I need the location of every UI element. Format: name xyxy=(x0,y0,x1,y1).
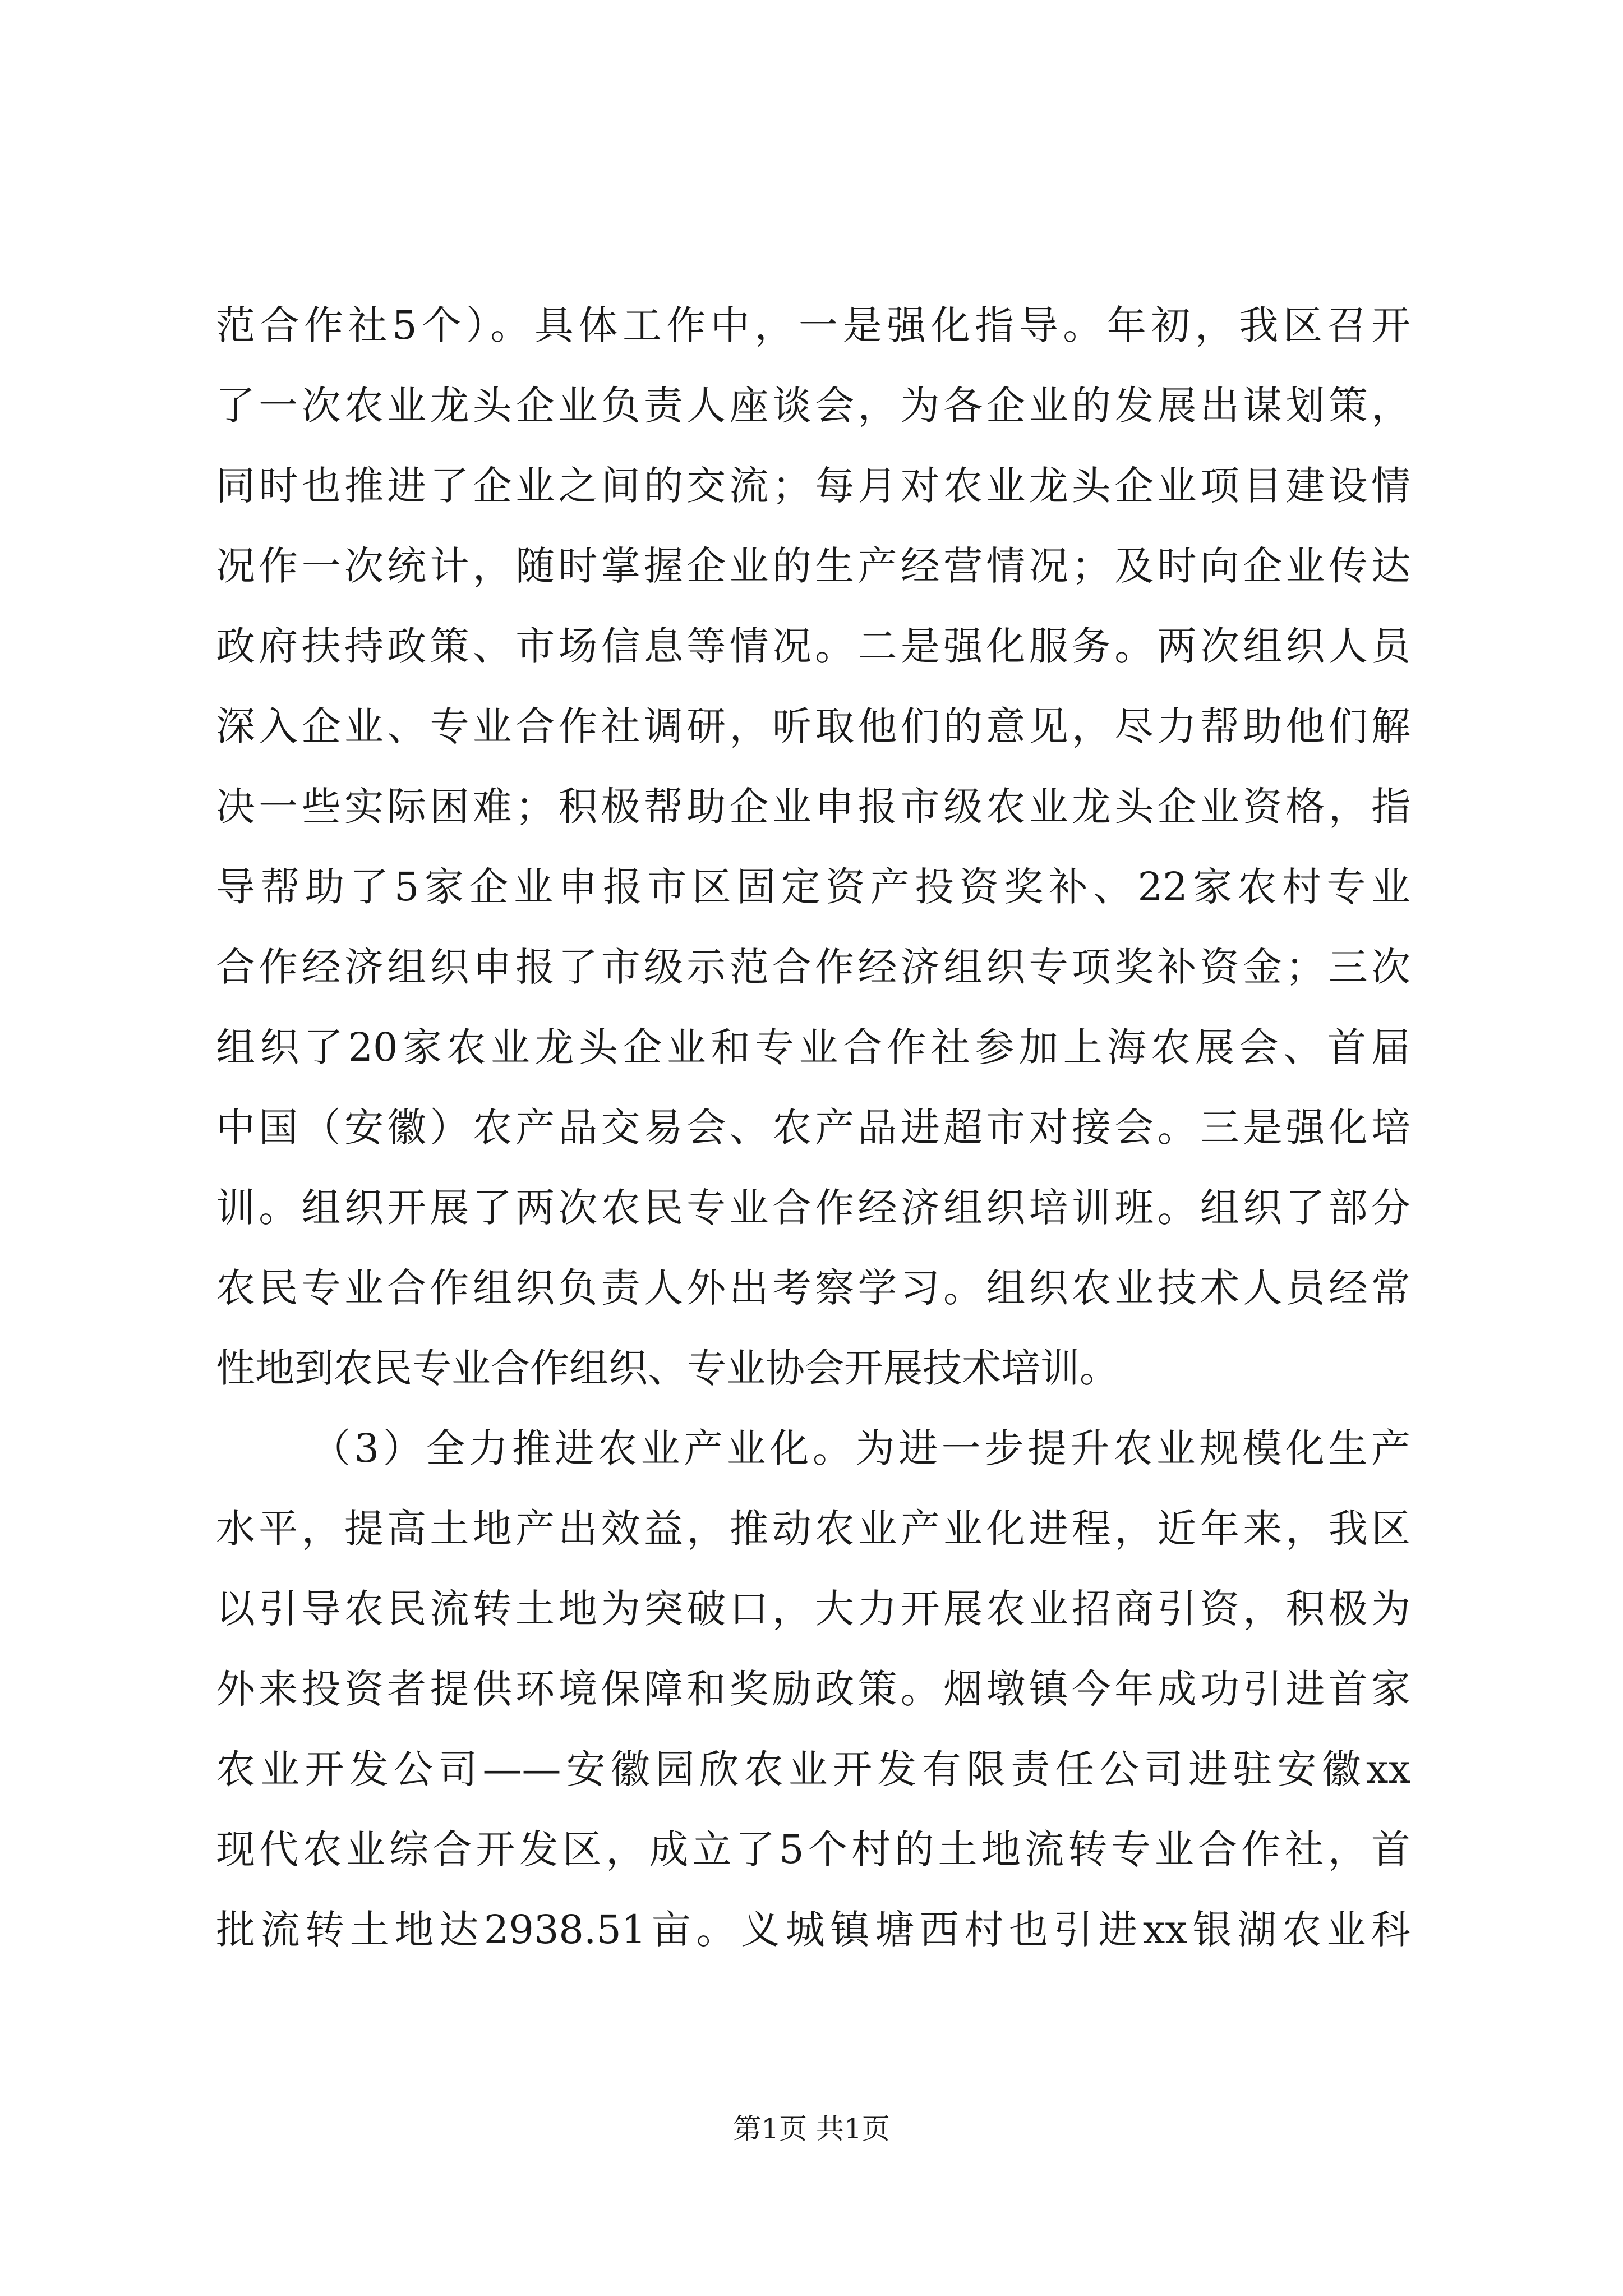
text-line: 范合作社5个）。具体工作中，一是强化指导。年初，我区召开 xyxy=(216,302,1410,348)
text-line: 导帮助了5家企业申报市区固定资产投资奖补、22家农村专业 xyxy=(216,864,1410,910)
text-line: 合作经济组织申报了市级示范合作经济组织专项奖补资金；三次 xyxy=(216,944,1410,990)
text-line: 况作一次统计，随时掌握企业的生产经营情况；及时向企业传达 xyxy=(216,543,1410,589)
page-footer: 第1页 共1页 xyxy=(733,2113,890,2145)
text-line: 政府扶持政策、市场信息等情况。二是强化服务。两次组织人员 xyxy=(216,623,1410,669)
text-line: 农业开发公司——安徽园欣农业开发有限责任公司进驻安徽xx xyxy=(216,1746,1410,1792)
text-line: 决一些实际困难；积极帮助企业申报市级农业龙头企业资格，指 xyxy=(216,784,1410,830)
text-line: 农民专业合作组织负责人外出考察学习。组织农业技术人员经常 xyxy=(216,1265,1410,1311)
text-line: 以引导农民流转土地为突破口，大力开展农业招商引资，积极为 xyxy=(216,1586,1410,1632)
text-line: 深入企业、专业合作社调研，听取他们的意见，尽力帮助他们解 xyxy=(216,703,1410,749)
text-line: 训。组织开展了两次农民专业合作经济组织培训班。组织了部分 xyxy=(216,1185,1410,1231)
text-line: 外来投资者提供环境保障和奖励政策。烟墩镇今年成功引进首家 xyxy=(216,1666,1410,1712)
text-line: （3）全力推进农业产业化。为进一步提升农业规模化生产 xyxy=(311,1425,1410,1471)
text-line: 中国（安徽）农产品交易会、农产品进超市对接会。三是强化培 xyxy=(216,1105,1410,1151)
text-line: 现代农业综合开发区，成立了5个村的土地流转专业合作社，首 xyxy=(216,1826,1410,1872)
text-line: 了一次农业龙头企业负责人座谈会，为各企业的发展出谋划策， xyxy=(216,383,1410,429)
text-line: 组织了20家农业龙头企业和专业合作社参加上海农展会、首届 xyxy=(216,1024,1410,1070)
text-line: 水平，提高土地产出效益，推动农业产业化进程，近年来，我区 xyxy=(216,1506,1410,1552)
text-line: 同时也推进了企业之间的交流；每月对农业龙头企业项目建设情 xyxy=(216,463,1410,509)
text-line: 批流转土地达2938.51亩。义城镇塘西村也引进xx银湖农业科 xyxy=(216,1907,1410,1953)
text-line: 性地到农民专业合作组织、专业协会开展技术培训。 xyxy=(216,1345,1119,1391)
